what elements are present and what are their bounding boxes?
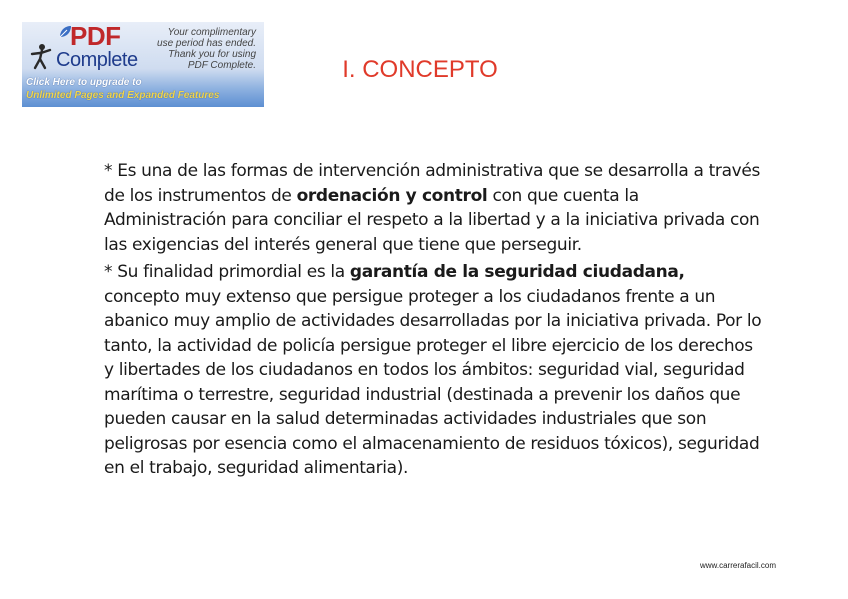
page-title — [0, 56, 848, 84]
footer-url: www.carrerafacil.com — [699, 561, 776, 570]
paragraph-2-bold: garantía de la seguridad ciudadana, — [349, 262, 685, 282]
promo-line-3: Thank you for using — [168, 49, 256, 60]
paragraph-1 — [104, 159, 764, 257]
paragraph-1-bold: ordenación y control — [296, 185, 488, 206]
body-text — [104, 159, 764, 484]
paragraph-1-text-a: * Es una de las formas de intervención administrativa que se desarrolla a través de los instrumentos de — [104, 161, 760, 206]
brand-complete-text: Complete — [56, 49, 138, 71]
page-title-text: I. CONCEPTO — [342, 56, 498, 83]
cta-line-1: Click Here to upgrade to — [26, 77, 142, 88]
paragraph-1-text-b: con que cuenta la Administración para conciliar el respeto a la libertad y a la iniciativa privada con las exigencias del interés general que tiene que perseguir. — [104, 185, 760, 255]
cta-line-2: Unlimited Pages and Expanded Features — [26, 90, 220, 101]
paragraph-2-text-b: concepto muy extenso que persigue proteger a los ciudadanos frente a un abanico muy amplio de actividades desarrolladas por la iniciativa privada. Por lo tanto, la actividad de policía persigue proteger el libre ejercicio de los derechos y libertades de los ciudadanos en todos los ámbitos: seguridad vial, seguridad marítima o terrestre, seguridad industrial (destinada a prevenir los daños que pueden causar en la salud determinadas actividades industriales que son peligrosas por esencia como el almacenamiento de residuos tóxicos), seguridad en el trabajo, seguridad alimentaria). — [104, 286, 762, 478]
paragraph-2 — [104, 260, 764, 481]
brand-pdf-text: PDF — [70, 22, 121, 51]
paragraph-2-text-a: * Su finalidad primordial es la — [104, 262, 350, 282]
promo-line-4: PDF Complete. — [187, 60, 256, 71]
promo-line-1: Your complimentary — [167, 27, 256, 38]
promo-line-2: use period has ended. — [157, 38, 256, 49]
